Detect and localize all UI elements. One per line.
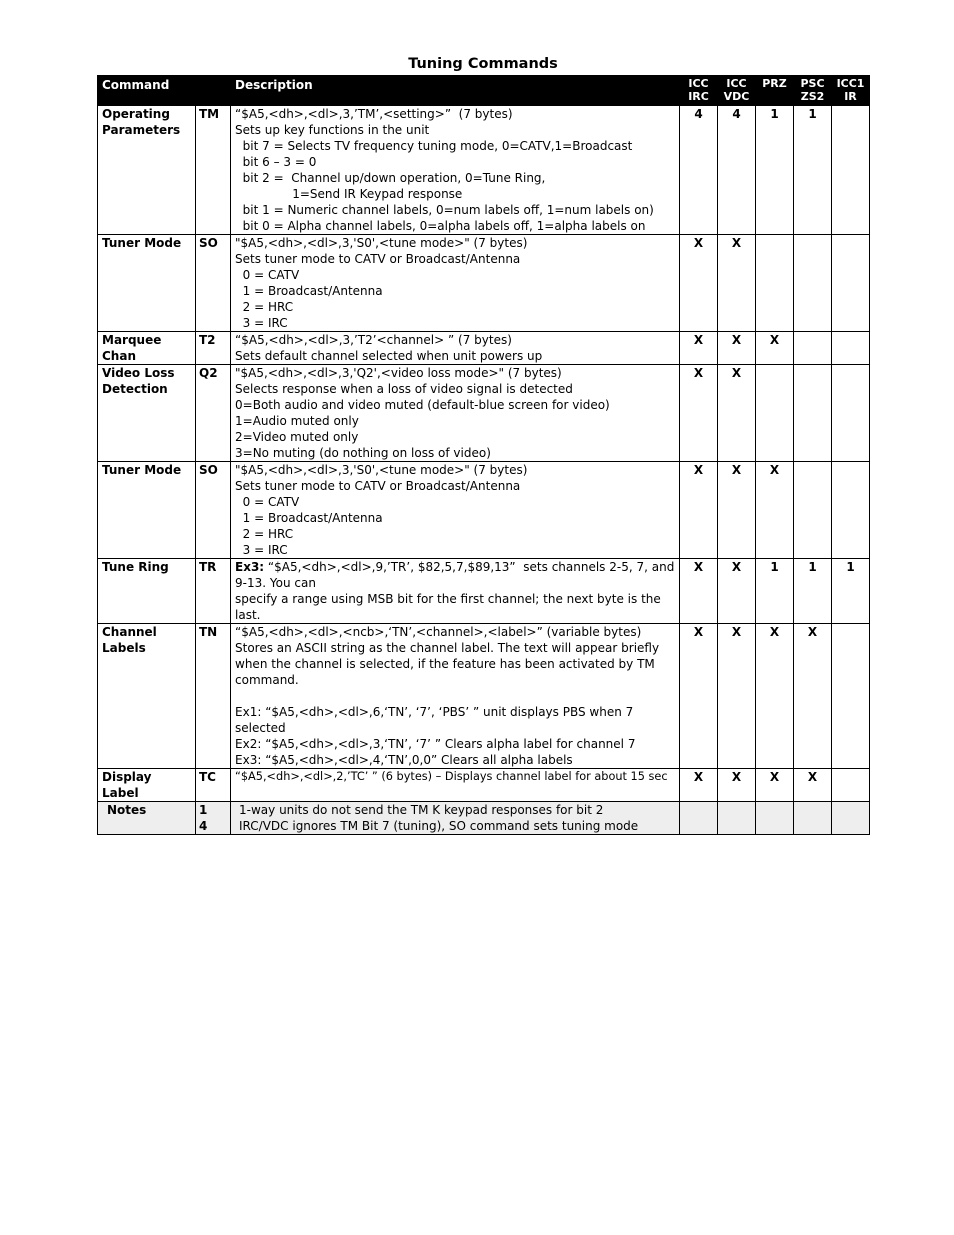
table-row (98, 559, 870, 624)
command-code: SO (196, 235, 231, 332)
mark-psc-zs2: X (794, 769, 832, 802)
mark-icc-vdc: X (718, 235, 756, 332)
command-code: Q2 (196, 365, 231, 462)
mark-prz (756, 235, 794, 332)
mark-icc1-ir (832, 106, 870, 235)
notes-label: Notes (98, 802, 196, 835)
command-description: Ex3: “$A5,<dh>,<dl>,9,’TR’, $82,5,7,$89,13” sets channels 2-5, 7, and 9-13. You can specify a range using MSB bit for the first channel; the next byte is the last. (231, 559, 680, 624)
command-name: Marquee Chan (98, 332, 196, 365)
mark-icc-irc: X (680, 365, 718, 462)
notes-empty-cell (794, 802, 832, 835)
mark-psc-zs2: 1 (794, 106, 832, 235)
command-code: TC (196, 769, 231, 802)
mark-icc-vdc: X (718, 332, 756, 365)
mark-prz: X (756, 462, 794, 559)
mark-psc-zs2 (794, 365, 832, 462)
table-row (98, 332, 870, 365)
mark-icc-irc: X (680, 462, 718, 559)
notes-empty-cell (756, 802, 794, 835)
mark-icc-irc: 4 (680, 106, 718, 235)
table-row (98, 365, 870, 462)
mark-icc1-ir (832, 332, 870, 365)
command-code: SO (196, 462, 231, 559)
mark-icc-irc: X (680, 559, 718, 624)
mark-icc1-ir (832, 462, 870, 559)
tuning-commands-table (97, 75, 870, 835)
mark-icc1-ir (832, 769, 870, 802)
command-code: TR (196, 559, 231, 624)
command-name: Tune Ring (98, 559, 196, 624)
command-description: “$A5,<dh>,<dl>,3,’TM’,<setting>” (7 bytes) Sets up key functions in the unit bit 7 = Selects TV frequency tuning mode, 0=CATV,1=Broadcast bit 6 – 3 = 0 bit 2 = Channel up/down operation, 0=Tune Ring, 1=Send IR Keypad response bit 1 = Numeric channel labels, 0=num labels off, 1=num labels on) bit 0 = Alpha channel labels, 0=alpha labels off, 1=alpha labels on (231, 106, 680, 235)
mark-icc1-ir (832, 624, 870, 769)
header-icc-irc: ICC IRC (680, 76, 718, 106)
header-icc-vdc: ICC VDC (718, 76, 756, 106)
mark-prz: X (756, 624, 794, 769)
command-description: "$A5,<dh>,<dl>,3,'Q2',<video loss mode>" (7 bytes) Selects response when a loss of video signal is detected 0=Both audio and video muted (default-blue screen for video) 1=Audio muted only 2=Video muted only 3=No muting (do nothing on loss of video) (231, 365, 680, 462)
notes-empty-cell (832, 802, 870, 835)
command-description: “$A5,<dh>,<dl>,<ncb>,‘TN’,<channel>,<label>” (variable bytes) Stores an ASCII string as the channel label. The text will appear briefly when the channel is selected, if the feature has been activated by TM command. Ex1: “$A5,<dh>,<dl>,6,‘TN’, ‘7’, ‘PBS’ ” unit displays PBS when 7 selected Ex2: “$A5,<dh>,<dl>,3,‘TN’, ‘7’ ” Clears alpha label for channel 7 Ex3: “$A5,<dh>,<dl>,4,‘TN’,0,0” Clears all alpha labels (231, 624, 680, 769)
header-prz: PRZ (756, 76, 794, 106)
command-code: TM (196, 106, 231, 235)
mark-icc1-ir (832, 235, 870, 332)
command-name: Operating Parameters (98, 106, 196, 235)
header-psc-zs2: PSC ZS2 (794, 76, 832, 106)
mark-prz: X (756, 332, 794, 365)
document-title: Tuning Commands (408, 56, 558, 72)
notes-row (98, 802, 870, 835)
mark-psc-zs2 (794, 462, 832, 559)
mark-prz: 1 (756, 559, 794, 624)
mark-icc-vdc: X (718, 559, 756, 624)
mark-icc1-ir (832, 365, 870, 462)
notes-empty-cell (718, 802, 756, 835)
mark-prz: 1 (756, 106, 794, 235)
notes-text: 1-way units do not send the TM K keypad responses for bit 2 IRC/VDC ignores TM Bit 7 (tuning), SO command sets tuning mode (231, 802, 680, 835)
header-command: Command (98, 76, 231, 106)
notes-codes: 1 4 (196, 802, 231, 835)
command-description: “$A5,<dh>,<dl>,2,’TC’ ” (6 bytes) – Displays channel label for about 15 sec (231, 769, 680, 802)
mark-psc-zs2 (794, 235, 832, 332)
command-description: “$A5,<dh>,<dl>,3,’T2’<channel> ” (7 bytes) Sets default channel selected when unit powers up (231, 332, 680, 365)
mark-psc-zs2: X (794, 624, 832, 769)
table-body (98, 106, 870, 835)
command-name: Display Label (98, 769, 196, 802)
mark-icc-vdc: X (718, 769, 756, 802)
mark-icc-vdc: X (718, 365, 756, 462)
command-name: Tuner Mode (98, 462, 196, 559)
mark-psc-zs2: 1 (794, 559, 832, 624)
command-description: "$A5,<dh>,<dl>,3,'S0',<tune mode>" (7 bytes) Sets tuner mode to CATV or Broadcast/Antenna 0 = CATV 1 = Broadcast/Antenna 2 = HRC 3 = IRC (231, 462, 680, 559)
mark-prz (756, 365, 794, 462)
mark-icc-irc: X (680, 624, 718, 769)
command-description: "$A5,<dh>,<dl>,3,'S0',<tune mode>" (7 bytes) Sets tuner mode to CATV or Broadcast/Antenna 0 = CATV 1 = Broadcast/Antenna 2 = HRC 3 = IRC (231, 235, 680, 332)
mark-psc-zs2 (794, 332, 832, 365)
mark-icc-irc: X (680, 332, 718, 365)
mark-icc-vdc: 4 (718, 106, 756, 235)
table-row (98, 624, 870, 769)
table-row (98, 769, 870, 802)
command-code: TN (196, 624, 231, 769)
header-description: Description (231, 76, 680, 106)
mark-icc-irc: X (680, 769, 718, 802)
mark-icc1-ir: 1 (832, 559, 870, 624)
mark-icc-vdc: X (718, 624, 756, 769)
command-name: Video Loss Detection (98, 365, 196, 462)
table-row (98, 106, 870, 235)
table-header-row (98, 76, 870, 106)
mark-icc-irc: X (680, 235, 718, 332)
table-row (98, 235, 870, 332)
mark-icc-vdc: X (718, 462, 756, 559)
header-icc1-ir: ICC1 IR (832, 76, 870, 106)
notes-empty-cell (680, 802, 718, 835)
mark-prz: X (756, 769, 794, 802)
command-name: Tuner Mode (98, 235, 196, 332)
command-name: Channel Labels (98, 624, 196, 769)
command-code: T2 (196, 332, 231, 365)
table-row (98, 462, 870, 559)
